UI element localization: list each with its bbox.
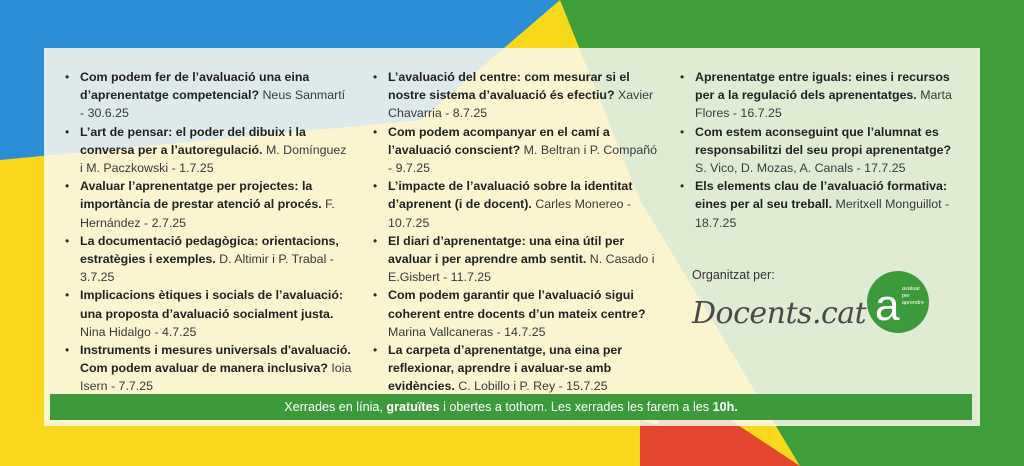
bullet-icon: •	[373, 288, 378, 303]
talk-item	[65, 123, 352, 178]
talk-title: L’impacte de l’avaluació sobre la identitat d’aprenent (i de docent).	[388, 179, 633, 212]
talk-title: Com podem acompanyar en el camí a l’avaluació conscient?	[388, 124, 610, 157]
talk-item	[373, 177, 660, 232]
talk-speaker-date: Ioia Isern - 7.7.25	[80, 361, 352, 394]
talk-title: Com podem fer de l’avaluació una eina d’aprenentatge competencial?	[80, 70, 310, 103]
talk-title: Instruments i mesures universals d'avaluació. Com podem avaluar de manera inclusiva?	[80, 343, 351, 376]
talk-speaker-date: N. Casado i E.Gisbert - 11.7.25	[388, 252, 655, 285]
talk-speaker-date: Nina Hidalgo - 4.7.25	[80, 324, 197, 339]
talk-item	[680, 177, 957, 232]
talk-title: Com estem aconseguint que l’alumnat es responsabilitzi del seu propi aprenentatge?	[695, 124, 952, 157]
avaluar-logo-text: per	[902, 293, 910, 299]
talk-speaker-date: M. Domínguez i M. Paczkowski - 1.7.25	[80, 142, 347, 176]
column-3	[677, 68, 957, 232]
talk-speaker-date: Marina Vallcaneras - 14.7.25	[388, 324, 546, 339]
talk-title: L’art de pensar: el poder del dibuix i la conversa per a l’autoregulació.	[80, 124, 306, 157]
talk-item	[65, 341, 352, 396]
bullet-icon: •	[680, 124, 685, 139]
talk-speaker-date: Meritxell Monguillot - 18.7.25	[695, 197, 950, 230]
talk-speaker-date: Carles Monereo - 10.7.25	[388, 197, 632, 230]
talk-title: La carpeta d’aprenentatge, una eina per reflexionar, aprendre i avaluar-se amb evidències.	[388, 343, 623, 394]
talk-speaker-date: M. Beltran i P. Compañó - 9.7.25	[388, 142, 658, 176]
talk-title: Els elements clau de l’avaluació formativa: eines per al seu treball.	[695, 179, 948, 212]
talk-item	[65, 177, 352, 232]
content-panel	[44, 48, 980, 426]
talk-speaker-date: S. Vico, D. Mozas, A. Canals - 17.7.25	[695, 161, 906, 176]
organizer-label: Organitzat per:	[692, 268, 775, 282]
avaluar-per-aprendre-logo	[866, 270, 930, 334]
talk-title: Com podem garantir que l’avaluació sigui coherent entre docents d’un mateix centre?	[388, 288, 646, 321]
bullet-icon: •	[373, 124, 378, 139]
talk-title: Avaluar l’aprenentatge per projectes: la importància de prestar atenció al procés.	[80, 179, 322, 212]
bullet-icon: •	[65, 233, 70, 248]
column-1	[62, 68, 352, 396]
talk-speaker-date: F. Hernández - 2.7.25	[80, 197, 335, 230]
talk-item	[65, 68, 352, 123]
footer-text-2: i obertes a tothom. Les xerrades les farem a les	[439, 400, 713, 414]
talk-speaker-date: Neus Sanmartí - 30.6.25	[80, 88, 346, 121]
talk-title: La documentació pedagògica: orientacions, estratègies i exemples.	[80, 233, 339, 267]
bullet-icon: •	[65, 124, 70, 139]
talk-title: Aprenentatge entre iguals: eines i recursos per a la regulació dels aprenentatges.	[695, 70, 950, 103]
bullet-icon: •	[373, 179, 378, 194]
bullet-icon: •	[680, 179, 685, 194]
talk-item	[680, 68, 957, 123]
bullet-icon: •	[65, 70, 70, 84]
bullet-icon: •	[373, 233, 378, 248]
footer-bold-time: 10h.	[712, 400, 738, 414]
talk-speaker-date: Marta Flores - 16.7.25	[695, 88, 952, 121]
bullet-icon: •	[680, 70, 685, 84]
talk-item	[65, 232, 352, 287]
avaluar-logo-text: avaluar	[902, 286, 921, 292]
bullet-icon: •	[373, 343, 378, 358]
talk-item	[373, 232, 660, 287]
avaluar-logo-text: aprendre	[902, 300, 925, 306]
talk-item	[680, 123, 957, 178]
bullet-icon: •	[373, 70, 378, 84]
talk-title: El diari d’aprenentatge: una eina útil per avaluar i per aprendre amb sentit.	[388, 233, 625, 267]
svg-text:a: a	[875, 281, 900, 330]
bullet-icon: •	[65, 179, 70, 194]
bullet-icon: •	[65, 343, 70, 358]
talk-item	[65, 286, 352, 341]
talk-title: L’avaluació del centre: com mesurar si el nostre sistema d’avaluació és efectiu?	[388, 70, 630, 103]
footer-banner	[50, 394, 972, 420]
talk-item	[373, 123, 660, 178]
column-2	[370, 68, 660, 396]
talk-title: Implicacions ètiques i socials de l’avaluació: una proposta d’avaluació socialment justa.	[80, 288, 344, 321]
talk-speaker-date: C. Lobillo i P. Rey - 15.7.25	[458, 379, 608, 394]
docents-cat-logo: Docents.cat	[692, 296, 867, 331]
bullet-icon: •	[65, 288, 70, 303]
footer-text-1: Xerrades en línia,	[284, 400, 387, 414]
talk-item	[373, 286, 660, 341]
talk-speaker-date: D. Altimir i P. Trabal - 3.7.25	[80, 252, 334, 285]
talk-item	[373, 68, 660, 123]
talk-speaker-date: Xavier Chavarria - 8.7.25	[388, 88, 654, 121]
footer-bold-free: gratuïtes	[386, 400, 440, 414]
talk-item	[373, 341, 660, 396]
